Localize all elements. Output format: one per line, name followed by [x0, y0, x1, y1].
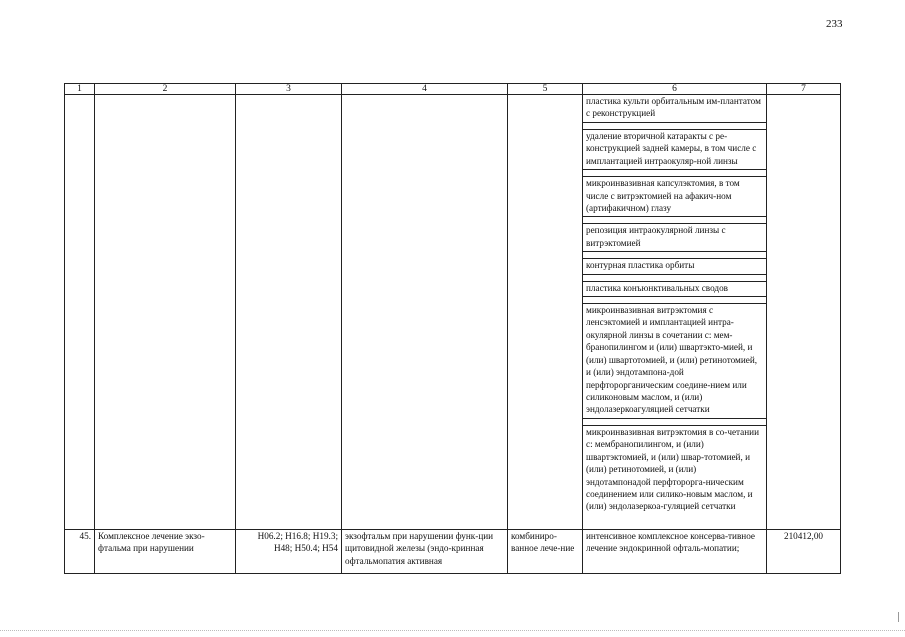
empty-cell — [95, 95, 236, 530]
icd-codes: H06.2; H16.8; H19.3; H48; H50.4; H54 — [236, 530, 342, 574]
col-header-5: 5 — [508, 84, 583, 95]
row-number: 45. — [65, 530, 95, 574]
empty-cell — [342, 95, 508, 530]
empty-cell — [236, 95, 342, 530]
procedure-item: контурная пластика орбиты — [583, 258, 766, 274]
empty-cell — [65, 95, 95, 530]
treatment-name: Комплексное лечение экзо-фтальма при нарушении — [95, 530, 236, 574]
col-header-4: 4 — [342, 84, 508, 95]
procedure-item: репозиция интраокулярной линзы с витрэктомией — [583, 223, 766, 252]
procedure-item: пластика конъюнктивальных сводов — [583, 281, 766, 297]
diagnosis: экзофтальм при нарушении функ-ции щитовидной железы (эндо-кринная офтальмопатия активная — [342, 530, 508, 574]
col-header-1: 1 — [65, 84, 95, 95]
treatment-method: интенсивное комплексное консерва-тивное лечение эндокринной офталь-мопатии; — [583, 530, 767, 574]
col-header-3: 3 — [236, 84, 342, 95]
procedure-item: микроинвазивная капсулэктомия, в том числе с витрэктомией на афакич-ном (артифакичном) глазу — [583, 176, 766, 217]
page-number: 233 — [826, 18, 843, 30]
procedure-list — [583, 95, 766, 515]
medical-procedures-table — [64, 83, 841, 574]
procedure-item: микроинвазивная витрэктомия с ленсэктомией и имплантацией интра-окулярной линзы в сочетании с: мем-бранопилингом и (или) швартэкто-мией, и (или) швартотомией, и (или) ретинотомией, и (или) эндотампона-дой перфторорганическим соедине-нием или силиконовым маслом, и (или) эндолазеркоагуляцией сетчатки — [583, 303, 766, 419]
cost: 210412,00 — [767, 530, 841, 574]
empty-cell — [508, 95, 583, 530]
scan-edge-mark — [898, 612, 899, 622]
treatment-type: комбиниро-ванное лече-ние — [508, 530, 583, 574]
col-header-2: 2 — [95, 84, 236, 95]
col-header-6: 6 — [583, 84, 767, 95]
row-45 — [65, 530, 841, 574]
empty-cell — [767, 95, 841, 530]
column-number-row — [65, 84, 841, 95]
scan-footer-line — [0, 630, 905, 631]
procedure-item: удаление вторичной катаракты с ре-конструкцией задней камеры, в том числе с имплантацией интраокуляр-ной линзы — [583, 129, 766, 170]
procedure-item: пластика культи орбитальным им-плантатом с реконструкцией — [583, 95, 766, 123]
procedure-item: микроинвазивная витрэктомия в со-четании с: мембранопилингом, и (или) швартэктомией, и (или) швар-тотомией, и (или) ретинотомией, и (или) эндотампонадой перфторорга-ническим соединением или силико-новым маслом, и (или) эндолазеркоа-гуляцией сетчатки — [583, 425, 766, 515]
col-header-7: 7 — [767, 84, 841, 95]
continuation-row — [65, 95, 841, 530]
procedures-cell — [583, 95, 767, 530]
